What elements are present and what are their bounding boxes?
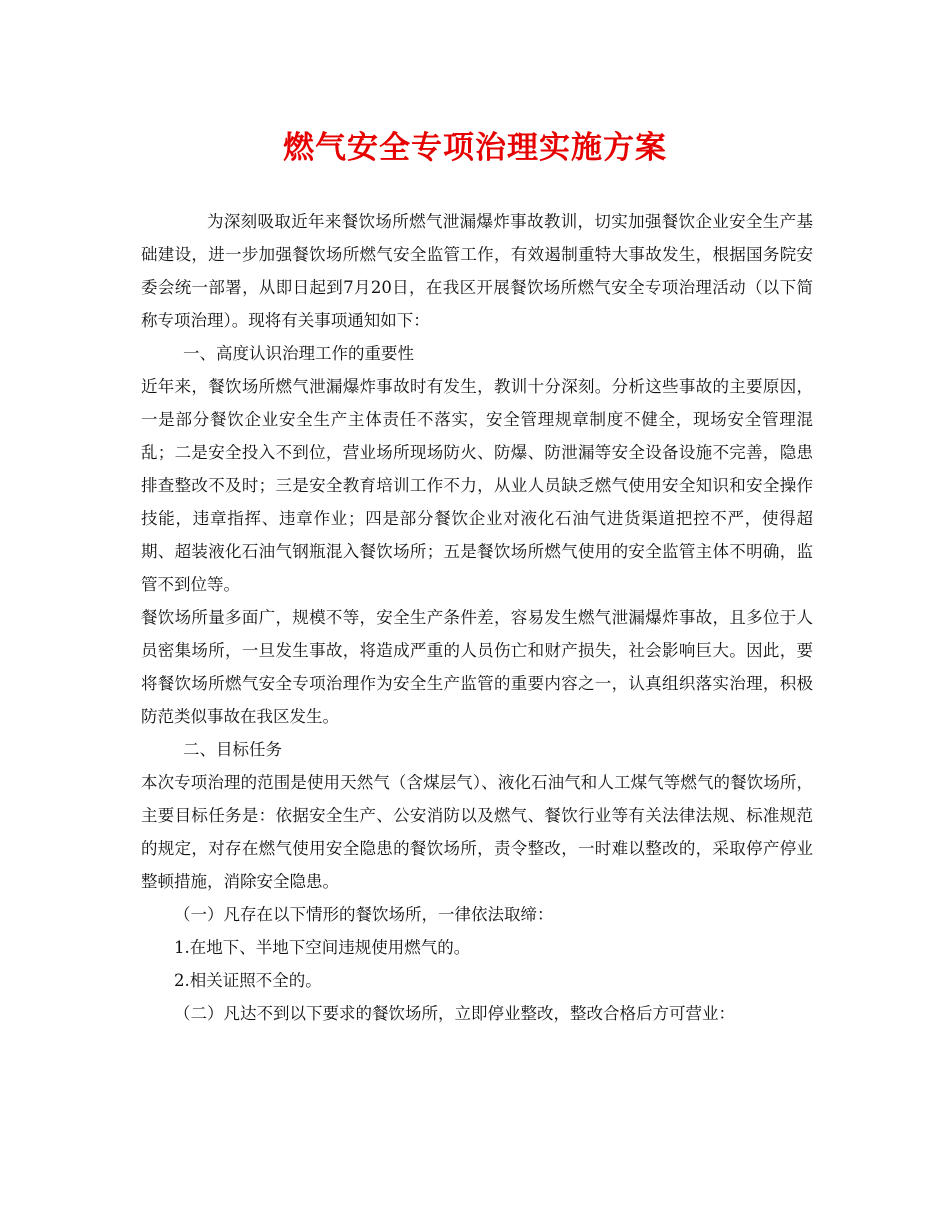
body-paragraph: 餐饮场所量多面广，规模不等，安全生产条件差，容易发生燃气泄漏爆炸事故，且多位于人员密集场所，一旦发生事故，将造成严重的人员伤亡和财产损失，社会影响巨大。因此，要将餐饮场所燃气安全专项治理作为安全生产监管的重要内容之一，认真组织落实治理，积极防范类似事故在我区发生。 (141, 608, 813, 726)
intro-paragraph: 为深刻吸取近年来餐饮场所燃气泄漏爆炸事故教训，切实加强餐饮企业安全生产基础建设，进一步加强餐饮场所燃气安全监管工作，有效遏制重特大事故发生，根据国务院安委会统一部署，从即日起到7月20日，在我区开展餐饮场所燃气安全专项治理活动（以下简称专项治理）。现将有关事项通知如下： (141, 212, 813, 330)
subsection-heading-2: （二）凡达不到以下要求的餐饮场所，立即停业整改，整改合格后方可营业： (174, 1004, 735, 1023)
document-title: 燃气安全专项治理实施方案 (283, 130, 667, 166)
subsection-heading-1: （一）凡存在以下情形的餐饮场所，一律依法取缔： (174, 905, 554, 924)
body-paragraph: 本次专项治理的范围是使用天然气（含煤层气）、液化石油气和人工煤气等燃气的餐饮场所，主要目标任务是：依据安全生产、公安消防以及燃气、餐饮行业等有关法律法规、标准规范的规定，对存在燃气使用安全隐患的餐饮场所，责令整改，一时难以整改的，采取停产停业整顿措施，消除安全隐患。 (141, 773, 813, 891)
section-heading-2: 二、目标任务 (183, 740, 282, 759)
list-item: 1.在地下、半地下空间违规使用燃气的。 (174, 938, 471, 957)
document-body (141, 205, 813, 1030)
body-paragraph: 近年来，餐饮场所燃气泄漏爆炸事故时有发生，教训十分深刻。分析这些事故的主要原因，一是部分餐饮企业安全生产主体责任不落实，安全管理规章制度不健全，现场安全管理混乱；二是安全投入不到位，营业场所现场防火、防爆、防泄漏等安全设备设施不完善，隐患排查整改不及时；三是安全教育培训工作不力，从业人员缺乏燃气使用安全知识和安全操作技能，违章指挥、违章作业；四是部分餐饮企业对液化石油气进货渠道把控不严，使得超期、超装液化石油气钢瓶混入餐饮场所；五是餐饮场所燃气使用的安全监管主体不明确，监管不到位等。 (141, 377, 813, 594)
section-heading-1: 一、高度认识治理工作的重要性 (183, 344, 414, 363)
list-item: 2.相关证照不全的。 (174, 971, 322, 990)
